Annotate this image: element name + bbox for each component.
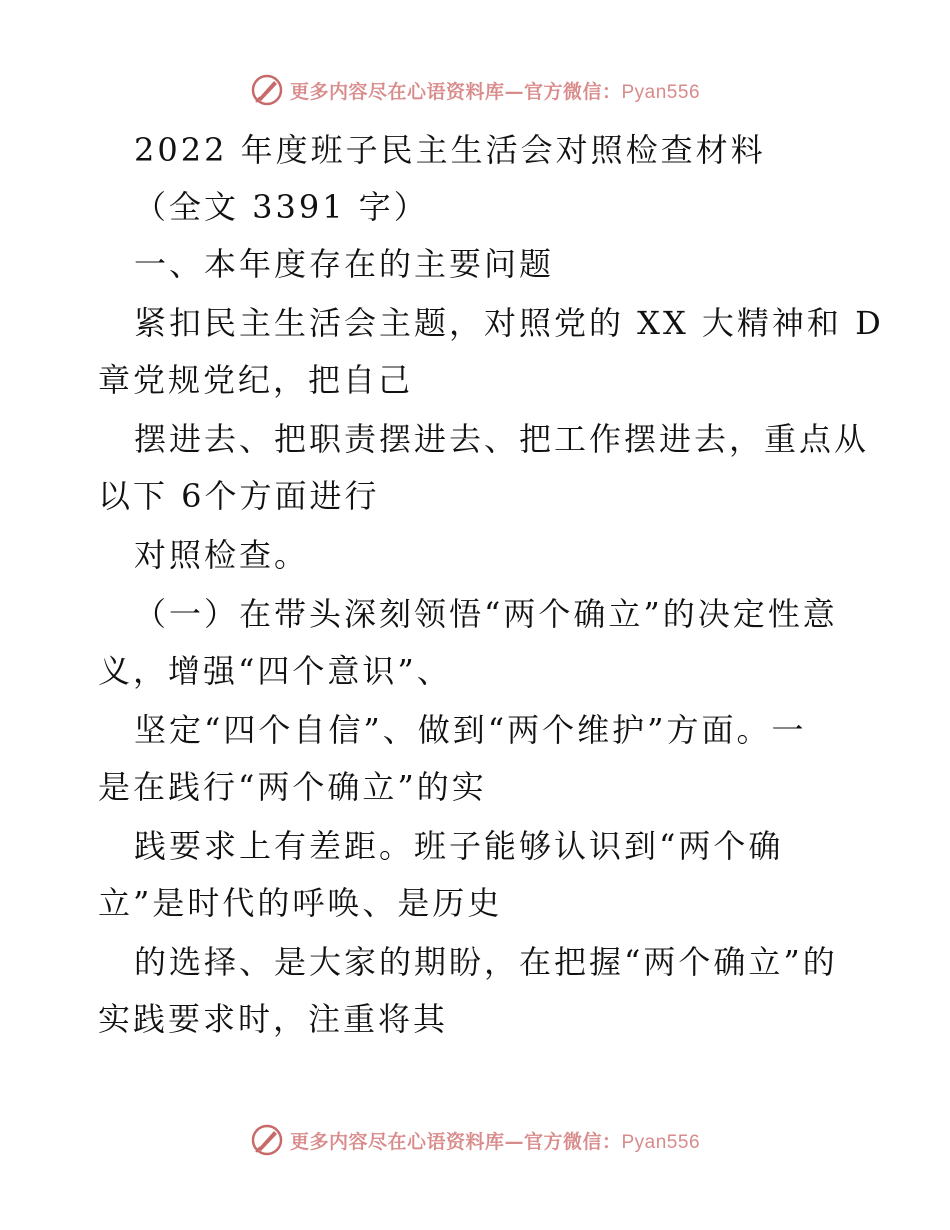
paragraph-line: 是在践行“两个确立”的实 <box>98 768 487 806</box>
watermark-id: Pyan556 <box>621 81 701 103</box>
watermark-id: Pyan556 <box>621 1131 701 1153</box>
document-title: 2022 年度班子民主生活会对照检查材料 <box>134 131 766 169</box>
paragraph-line: 摆进去、把职责摆进去、把工作摆进去，重点从 <box>134 420 870 458</box>
paragraph-line: 立”是时代的呼唤、是历史 <box>98 884 503 922</box>
watermark-text <box>290 1127 700 1154</box>
watermark-label: 更多内容尽在心语资料库—官方微信： <box>289 1130 622 1153</box>
paragraph-line: 的选择、是大家的期盼，在把握“两个确立”的 <box>134 943 838 981</box>
paragraph-line: 章党规党纪，把自己 <box>98 361 414 399</box>
subsection-heading: （一）在带头深刻领悟“两个确立”的决定性意 <box>134 595 838 633</box>
paragraph-line: 践要求上有差距。班子能够认识到“两个确 <box>134 827 784 865</box>
paragraph-line: 以下 6个方面进行 <box>98 477 380 515</box>
quill-logo-icon <box>250 73 284 107</box>
word-count: （全文 3391 字） <box>134 188 429 226</box>
paragraph-line: 实践要求时，注重将其 <box>98 1000 449 1038</box>
watermark-label: 更多内容尽在心语资料库—官方微信： <box>289 80 622 103</box>
paragraph-line: 对照检查。 <box>134 536 310 574</box>
section-heading: 一、本年度存在的主要问题 <box>134 245 555 283</box>
watermark-bottom <box>0 1118 950 1162</box>
watermark-text <box>290 77 700 104</box>
watermark-top <box>0 68 950 112</box>
quill-logo-icon <box>250 1123 284 1157</box>
paragraph-line: 紧扣民主生活会主题，对照党的 XX 大精神和 D <box>134 304 884 342</box>
paragraph-line: 坚定“四个自信”、做到“两个维护”方面。一 <box>134 711 807 749</box>
paragraph-line: 义，增强“四个意识”、 <box>98 652 452 690</box>
